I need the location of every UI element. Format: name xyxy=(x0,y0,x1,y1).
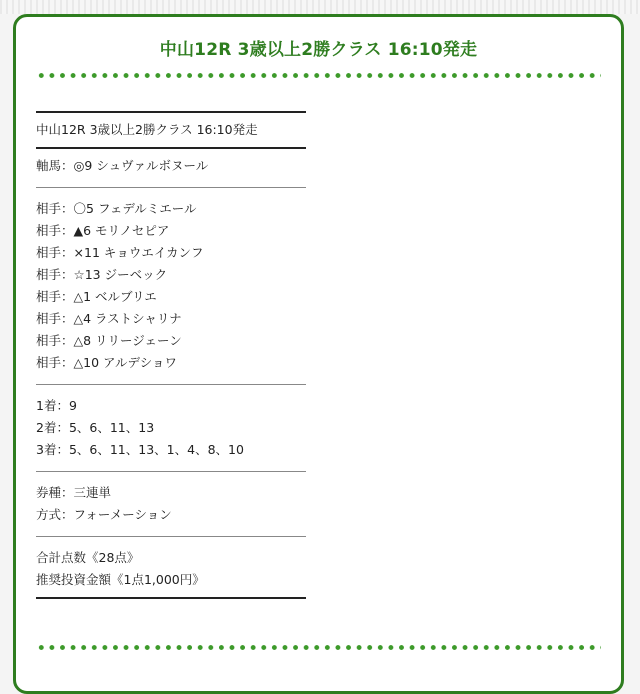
opponent-label: 相手： xyxy=(36,201,74,216)
opponent-value: ▲6 モリノセピア xyxy=(73,223,170,238)
ticket-method-value: フォーメーション xyxy=(73,507,172,522)
divider-thin xyxy=(36,187,306,188)
dotted-divider-bottom xyxy=(36,645,601,650)
divider-thick xyxy=(36,147,306,149)
total-points: 合計点数《28点》 xyxy=(36,550,140,565)
axis-label: 軸馬： xyxy=(36,158,74,173)
prediction-content xyxy=(36,105,306,605)
axis-value: ◎9 シュヴァルボヌール xyxy=(73,158,209,173)
dotted-divider-top xyxy=(36,73,601,78)
page-title: 中山12R 3歳以上2勝クラス 16:10発走 xyxy=(159,40,478,60)
opponent-value: △8 リリージェーン xyxy=(73,333,182,348)
opponent-label: 相手： xyxy=(36,333,74,348)
list-item xyxy=(36,264,306,286)
list-item xyxy=(36,395,306,417)
ticket-method-label: 方式： xyxy=(36,507,74,522)
list-item xyxy=(36,286,306,308)
opponent-label: 相手： xyxy=(36,355,74,370)
list-item xyxy=(36,330,306,352)
opponent-label: 相手： xyxy=(36,289,74,304)
divider-thin xyxy=(36,471,306,472)
finish-value: 5、6、11、13、1、4、8、10 xyxy=(68,442,244,457)
finish-label: 1着： xyxy=(36,398,69,413)
opponent-value: △1 ベルブリエ xyxy=(73,289,157,304)
finish-label: 3着： xyxy=(36,442,69,457)
finish-value: 5、6、11、13 xyxy=(68,420,155,435)
race-line: 中山12R 3歳以上2勝クラス 16:10発走 xyxy=(36,122,258,137)
list-item xyxy=(36,220,306,242)
list-item xyxy=(36,352,306,374)
opponent-value: ☆13 ジーベック xyxy=(73,267,168,282)
list-item xyxy=(36,439,306,461)
page-background-stripes xyxy=(0,0,640,14)
opponent-label: 相手： xyxy=(36,311,74,326)
axis-horse-row xyxy=(36,155,306,177)
finish-label: 2着： xyxy=(36,420,69,435)
finish-value: 9 xyxy=(68,398,77,413)
list-item xyxy=(36,198,306,220)
list-item xyxy=(36,242,306,264)
list-item xyxy=(36,308,306,330)
recommended-amount: 推奨投資金額《1点1,000円》 xyxy=(36,572,205,587)
prediction-card xyxy=(13,14,624,694)
opponents-list xyxy=(36,198,306,374)
opponent-value: △10 アルデショワ xyxy=(73,355,178,370)
opponent-label: 相手： xyxy=(36,223,74,238)
opponent-value: △4 ラストシャリナ xyxy=(73,311,182,326)
ticket-type-value: 三連単 xyxy=(73,485,112,500)
divider-thick xyxy=(36,597,306,599)
opponent-value: 〇5 フェデルミエール xyxy=(73,201,197,216)
opponent-label: 相手： xyxy=(36,245,74,260)
divider-thick xyxy=(36,111,306,113)
ticket-method-row xyxy=(36,504,306,526)
opponent-label: 相手： xyxy=(36,267,74,282)
finish-list xyxy=(36,395,306,461)
divider-thin xyxy=(36,384,306,385)
divider-thin xyxy=(36,536,306,537)
ticket-type-label: 券種： xyxy=(36,485,74,500)
list-item xyxy=(36,417,306,439)
opponent-value: ×11 キョウエイカンフ xyxy=(73,245,204,260)
ticket-type-row xyxy=(36,482,306,504)
